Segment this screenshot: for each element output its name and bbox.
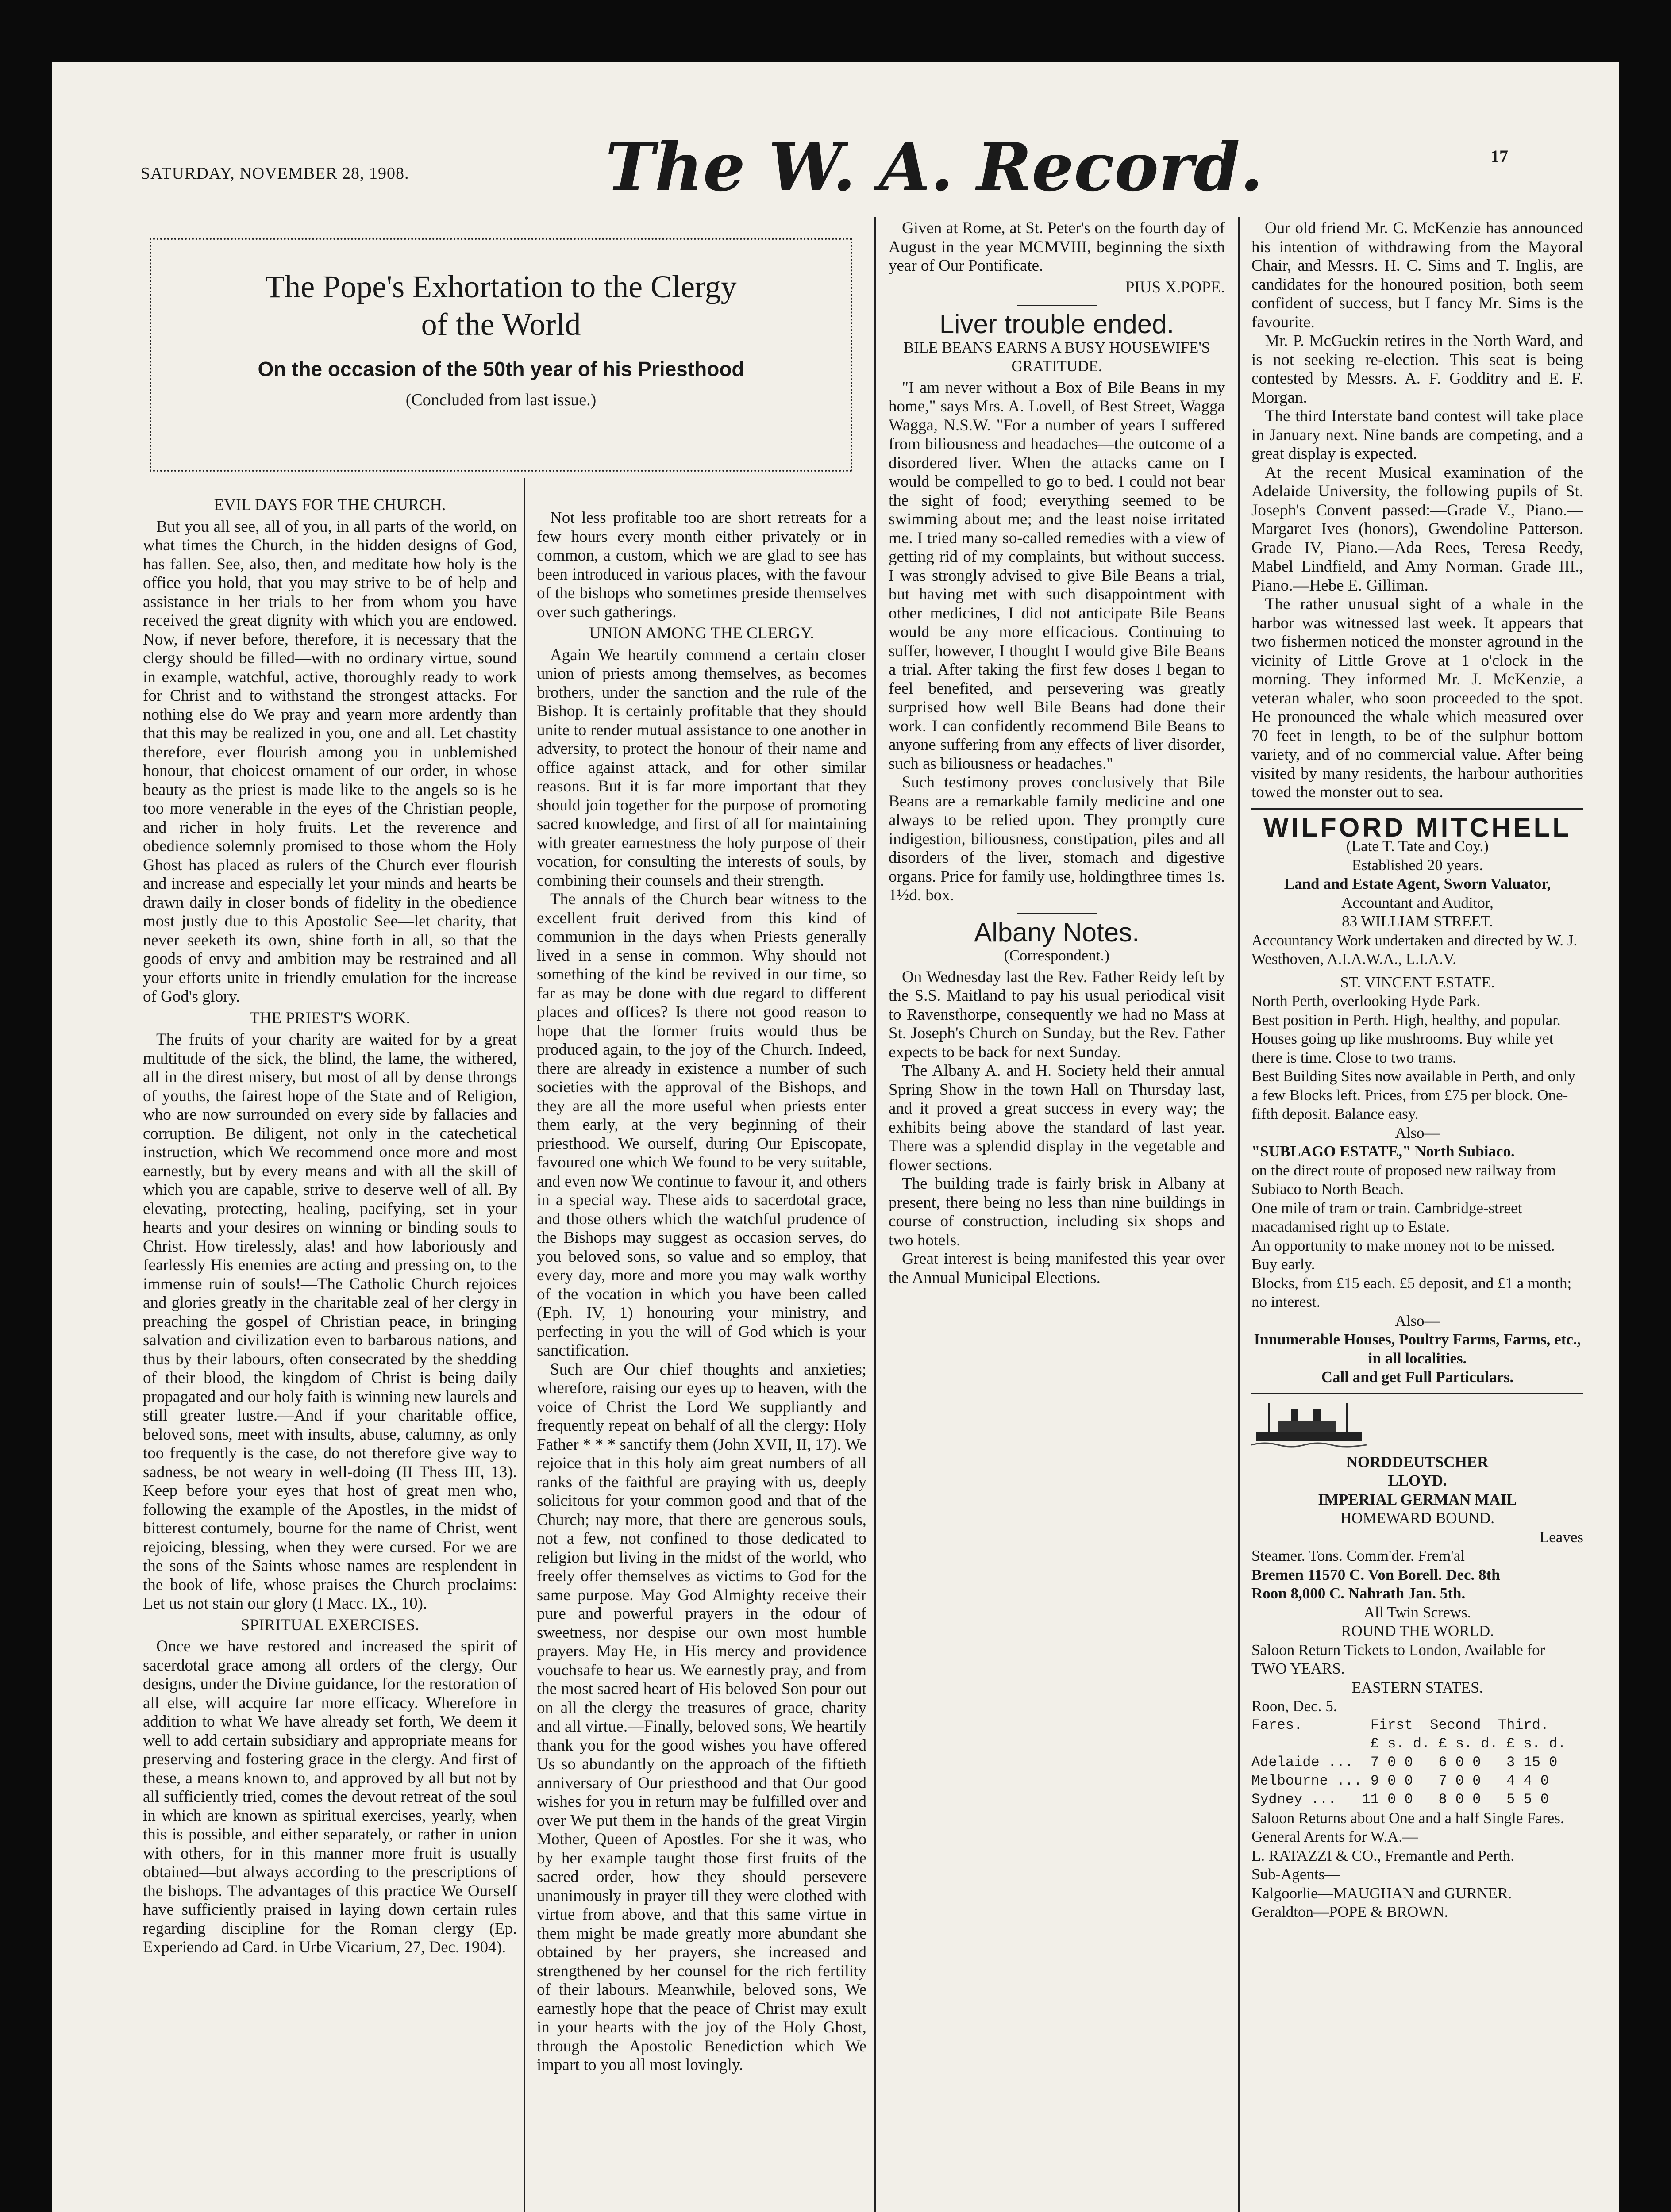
lloyd-title1: NORDDEUTSCHER <box>1346 1453 1489 1471</box>
fares-table <box>1251 1716 1583 1809</box>
divider <box>1017 305 1097 306</box>
estate-line3: Best Building Sites now available in Perth, and only a few Blocks left. Prices, from £75 per block. One-fifth deposit. Balance easy. <box>1251 1068 1576 1122</box>
column-rule-2 <box>874 217 876 2212</box>
fares-units: £ s. d. £ s. d. £ s. d. <box>1251 1735 1566 1752</box>
column-3 <box>889 219 1225 2212</box>
estate-line1: North Perth, overlooking Hyde Park. <box>1251 992 1481 1010</box>
sublago-line3: An opportunity to make money not to be missed. Buy early. <box>1251 1237 1555 1273</box>
wilford-address: 83 WILLIAM STREET. <box>1342 913 1493 930</box>
wilford-sub4: Accountant and Auditor, <box>1341 894 1494 911</box>
liver-paragraph-2: Such testimony proves conclusively that Bile Beans are a remarkable family medicine and one always to be relied upon. They promptly cure indigestion, biliousness, constipation, piles and all disorders of the liver, stomach and digestive organs. Price for family use, holdingthree times 1s. 1½d. box. <box>889 773 1225 904</box>
column-4 <box>1251 219 1583 2212</box>
albany-paragraph-4: Great interest is being manifested this year over the Annual Municipal Elections. <box>889 1250 1225 1287</box>
column-2 <box>537 509 866 2212</box>
lloyd-mail: IMPERIAL GERMAN MAIL <box>1318 1490 1517 1508</box>
fare-melbourne: Melbourne ... 9 0 0 7 0 0 4 4 0 <box>1251 1772 1549 1789</box>
final-line2: Call and get Full Particulars. <box>1321 1368 1514 1386</box>
lloyd-leaves: Leaves <box>1539 1528 1583 1546</box>
sublago-line1: on the direct route of proposed new railway from Subiaco to North Beach. <box>1251 1161 1556 1198</box>
liver-paragraph-1: "I am never without a Box of Bile Beans in my home," says Mrs. A. Lovell, of Best Street, Wagga Wagga, N.S.W. "For a number of years I suffered from biliousness and headaches—the outcome of a disordered liver. When the attacks came on I would be compelled to go to bed. I could not bear the sight of food; everything seemed to be swimming about me; and the least noise irritated me. I tried many so-called remedies with a view of getting rid of my complaints, but without success. I was strongly advised to give Bile Beans a trial, but having met with such disappointment with other medicines, I did not anticipate Bile Beans would be any more efficacious. Continuing to suffer, however, I thought I would give Bile Beans a trial. After taking the first few doses I began to feel benefited, and persevering was greatly surprised how well Bile Beans had done their work. I can confidently recommend Bile Beans to anyone suffering from any effects of liver disorder, such as biliousness or headaches." <box>889 378 1225 773</box>
pope-paragraph-3: Once we have restored and increased the spirit of sacerdotal grace among all orders of the clergy, Our designs, under the Divine guidance, for the restoration of all else, will acquire far more efficacy. Wherefore in addition to what We have already set forth, We deem it well to add certain subsidiary and appropriate means for preserving and fostering grace in the clergy. And first of these, a means known to, and approved by all but not by all sufficiently tried, comes the devout retreat of the soul in which are known as spiritual exercises, yearly, when this is possible, and either separately, or rather in union with others, for in this manner more fruit is usually obtained—but always according to the prescriptions of the bishops. The advantages of this practice We Ourself have sufficiently praised in laying down certain rules regarding discipline for the Roman clergy (Ep. Experiendo ad Card. in Urbe Vicarium, 27, Dec. 1904). <box>143 1637 517 1956</box>
lloyd-header-row: Steamer. Tons. Comm'der. Frem'al <box>1251 1547 1465 1564</box>
pope-article-title-box <box>150 238 852 472</box>
lloyd-eastern: EASTERN STATES. <box>1351 1678 1483 1696</box>
sublago-line4: Blocks, from £15 each. £5 deposit, and £1 a month; no interest. <box>1251 1274 1572 1310</box>
also-label: Also— <box>1395 1124 1440 1141</box>
lloyd-ratazzi: L. RATAZZI & CO., Fremantle and Perth. <box>1251 1847 1515 1864</box>
albany-paragraph-6: Mr. P. McGuckin retires in the North Ward, and is not seeking re-election. This seat is being contested by Messrs. A. F. Godditry and E. F. Morgan. <box>1251 332 1583 407</box>
albany-title: Albany Notes. <box>974 917 1140 947</box>
fares-header: Fares. First Second Third. <box>1251 1717 1549 1733</box>
column-1 <box>143 493 517 2212</box>
albany-paragraph-5: Our old friend Mr. C. McKenzie has announced his intention of withdrawing from the Mayoral Chair, and Messrs. H. C. Sims and T. Inglis, are candidates for the honoured position, both seem confident of success, but I fancy Mr. Sims is the favourite. <box>1251 219 1583 331</box>
pope-paragraph-2: The fruits of your charity are waited for by a great multitude of the sick, the blind, the lame, the withered, all in the direst misery, but most of all by dense throngs of youths, the fairest hope of the State and of Religion, who are now surrounded on every side by fallacies and corruption. Be diligent, not only in the catechetical instruction, which We recommend once more and most earnestly, but by every means and with all the skill of which you are capable, strive to deserve well of all. By elevating, protecting, healing, pacifying, set in your hearts and your desires on winning or binding souls to Christ. How tirelessly, alas! and how laboriously and fearlessly His enemies are acting and pressing on, to the immense ruin of souls!—The Catholic Church rejoices and glories greatly in the charitable zeal of her clergy in preaching the gospel of Christian peace, in bringing salvation and civilization even to barbarous nations, and thus by their labours, often consecrated by the shedding of their blood, the kingdom of Christ is being daily propagated and our holy faith is winning new laurels and still greater lustre.—And if your charitable office, beloved sons, meet with insults, abuse, calumny, as only too frequently is the case, do not therefore give way to sadness, be not weary in well-doing (II Thess III, 13). Keep before your eyes that host of great men who, following the example of the Apostles, in the midst of bitterest contumely, bourne for the name of Christ, went rejoicing, blessing, when they were cursed. For we are the sons of the Saints whose names are resplendent in the book of life, whose praises the Church proclaims: Let us not stain our glory (I Macc. IX., 10). <box>143 1030 517 1613</box>
pope-title-line2: of the World <box>421 307 581 342</box>
lloyd-twin: All Twin Screws. <box>1363 1603 1471 1621</box>
lloyd-roon: Roon, Dec. 5. <box>1251 1697 1337 1715</box>
lloyd-subagents: Sub-Agents— <box>1251 1866 1340 1883</box>
lloyd-title2: LLOYD. <box>1388 1472 1447 1489</box>
albany-paragraph-8: At the recent Musical examination of the Adelaide University, the following pupils of St. Joseph's Convent passed:—Grade V., Piano.—Margaret Ives (honors), Gwendoline Patterson. Grade IV, Piano.—Ada Rees, Teresa Reedy, Mabel Lindfield, and Amy Norman. Grade III., Piano.—Hebe E. Gilliman. <box>1251 463 1583 595</box>
albany-paragraph-9: The rather unusual sight of a whale in the harbor was witnessed last week. It appears that two fishermen noticed the monster aground in the vicinity of Little Grove at 1 o'clock in the morning. They informed Mr. J. McKenzie, a veteran whaler, who soon proceeded to the spot. He pronounced the whale which measured over 70 feet in length, to be of the sulphur bottom variety, and of no commercial value. After being visited by many residents, the harbour authorities towed the monster out to sea. <box>1251 595 1583 801</box>
pope-paragraph-5: Again We heartily commend a certain closer union of priests among themselves, as becomes brothers, under the sanction and the rule of the Bishop. It is certainly profitable that they should unite to render mutual assistance to one another in adversity, to protect the honour of their name and office against attack, and for other similar reasons. But it is far more important that they should join together for the purpose of promoting sacred knowledge, and first of all for maintaining with greater earnestness the holy purpose of their vocation, for consulting the interests of souls, by combining their counsels and their strength. <box>537 645 866 890</box>
pope-paragraph-1: But you all see, all of you, in all parts of the world, on what times the Church, in the hidden designs of God, has fallen. See, also, then, and meditate how holy is the office you hold, that you may strive to be of help and assistance in her trials to her from whom you have received the great dignity with which you are endowed. Now, if never before, therefore, it is necessary that the clergy should be filled—with no ordinary virtue, sound in example, watchful, active, thoroughly ready to work for Christ and to withstand the strongest attacks. For nothing else do We pray and yearn more ardently than that this may be realized in you, one and all. Let chastity therefore, ever flourish among you in unblemished honour, that choicest ornament of our order, in whose beauty as the priest is made like to the angels so is he too more venerable in the eyes of the Christian people, and richer in holy fruits. Let the reverence and obedience solemnly promised to those whom the Holy Ghost has placed as rulers of the Church ever flourish and increase and especially let your minds and hearts be drawn daily in closer bonds of fidelity in the obedience most justly due to this Apostolic See—let charity, that never seeketh its own, shine forth in all, so that the goods of envy and ambition may be restrained and all your efforts unite in friendly emulation for the increase of God's glory. <box>143 517 517 1006</box>
wilford-sub1: (Late T. Tate and Coy.) <box>1346 837 1489 855</box>
pope-paragraph-7: Such are Our chief thoughts and anxieties; wherefore, raising our eyes up to heaven, with the voice of Christ the Lord We suppliantly and frequently repeat on behalf of all the clergy: Holy Father * * * sanctify them (John XVII, II, 17). We rejoice that in this holy aim great numbers of all ranks of the faithful are praying with us, deeply solicitous for your common good and that of the Church; nay more, that there are generous souls, not a few, not confined to those dedicated to religion but living in the midst of the world, who freely offer themselves as victims to God for the same purpose. May God Almighty receive their pure and powerful prayers in the odour of sweetness, nor despise our own most humble prayers. May He, in His mercy and providence vouchsafe to hear us. We earnestly pray, and from the most sacred heart of His beloved Son pour out on all the clergy the treasures of grace, charity and all virtue.—Finally, beloved sons, We heartily thank you for the good wishes you have offered Us so abundantly on the approach of the fiftieth anniversary of Our priesthood and that Our good wishes for you in return may be fulfilled over and over We put them in the hands of the great Virgin Mother, Queen of Apostles. For she it was, who by her example taught those first fruits of the sacred order, how they should persevere unanimously in prayer till they were clothed with virtue from above, and that this same virtue in them might be made greatly more abundant she obtained by her prayers, she increased and strengthened by her counsel for the rich fertility of their labours. Meanwhile, beloved sons, We earnestly hope that the peace of Christ may exult in your hearts with the joy of the Holy Ghost, through the Apostolic Benediction which We impart to you all most lovingly. <box>537 1360 866 2074</box>
lloyd-geraldton: Geraldton—POPE & BROWN. <box>1251 1903 1448 1920</box>
heading-union: UNION AMONG THE CLERGY. <box>589 624 814 642</box>
lloyd-homeward: HOMEWARD BOUND. <box>1340 1509 1495 1527</box>
wilford-sub3: Land and Estate Agent, Sworn Valuator, <box>1284 875 1551 892</box>
albany-paragraph-1: On Wednesday last the Rev. Father Reidy left by the S.S. Maitland to pay his usual periodical visit to Ravensthorpe, consequently we had no Mass at St. Joseph's Church on Sunday, but the Rev. Father expects to be back for next Sunday. <box>889 968 1225 1061</box>
lloyd-round: ROUND THE WORLD. <box>1341 1622 1494 1640</box>
divider <box>1251 808 1583 810</box>
wilford-sub2: Established 20 years. <box>1351 856 1483 874</box>
albany-paragraph-3: The building trade is fairly brisk in Albany at present, there being no less than nine buildings in course of construction, including six shops and two hotels. <box>889 1175 1225 1249</box>
heading-evil-days: EVIL DAYS FOR THE CHURCH. <box>214 496 446 514</box>
fare-adelaide: Adelaide ... 7 0 0 6 0 0 3 15 0 <box>1251 1754 1558 1770</box>
lloyd-row2: Roon 8,000 C. Nahrath Jan. 5th. <box>1251 1585 1466 1602</box>
fare-sydney: Sydney ... 11 0 0 8 0 0 5 5 0 <box>1251 1791 1549 1808</box>
pope-note: (Concluded from last issue.) <box>405 391 597 409</box>
pope-title-line1: The Pope's Exhortation to the Clergy <box>265 269 737 304</box>
pope-paragraph-4: Not less profitable too are short retreats for a few hours every month either privately or in common, a custom, which we are glad to see has been introduced in various places, with the favour of the bishops who sometimes preside themselves over such gatherings. <box>537 509 866 621</box>
sublago-line2: One mile of tram or train. Cambridge-street macadamised right up to Estate. <box>1251 1199 1522 1235</box>
issue-date: SATURDAY, NOVEMBER 28, 1908. <box>141 164 409 183</box>
liver-article-title: Liver trouble ended. <box>939 309 1174 339</box>
pope-signature: PIUS X.POPE. <box>1125 278 1225 296</box>
lloyd-kalgoorlie: Kalgoorlie—MAUGHAN and GURNER. <box>1251 1884 1512 1902</box>
lloyd-row1: Bremen 11570 C. Von Borell. Dec. 8th <box>1251 1566 1500 1583</box>
divider <box>1017 913 1097 914</box>
wilford-mitchell-title: WILFORD MITCHELL <box>1263 812 1571 842</box>
page-number: 17 <box>1490 146 1508 166</box>
divider <box>1251 1393 1583 1394</box>
heading-spiritual: SPIRITUAL EXERCISES. <box>240 1616 420 1634</box>
liver-article-subtitle: BILE BEANS EARNS A BUSY HOUSEWIFE'S GRATITUDE. <box>903 338 1210 375</box>
lloyd-agents: General Arents for W.A.— <box>1251 1828 1418 1845</box>
column-rule-3 <box>1238 217 1240 2212</box>
albany-paragraph-2: The Albany A. and H. Society held their annual Spring Show in the town Hall on Thursday last, and it proved a great success in every way; the exhibits being above the standard of last year. There was a splendid display in the vegetable and flower sections. <box>889 1062 1225 1174</box>
lloyd-saloon: Saloon Return Tickets to London, Available for TWO YEARS. <box>1251 1641 1545 1677</box>
pope-subtitle: On the occasion of the 50th year of his Priesthood <box>258 357 744 380</box>
estate-title: ST. VINCENT ESTATE. <box>1340 973 1495 991</box>
pope-paragraph-6: The annals of the Church bear witness to the excellent fruit derived from this kind of communion in the days when Priests generally lived in a sense in common. Why should not something of the kind be revived in our time, so far as may be done with due regard to different places and offices? Is there not good reason to hope that the former fruits would thus be produced again, to the joy of the Church. Indeed, there are already in existence a number of such societies with the approval of the Bishops, and they are all the more useful when priests enter them early, at the very beginning of their priesthood. We ourself, during Our Episcopate, favoured one which We found to be very suitable, and even now We continue to favour it, and others in a special way. These aids to sacerdotal grace, and those others which the watchful prudence of the Bishops may suggest as occasion serves, do you beloved sons, so value and so employ, that every day, more and more you may walk worthy of the vocation in which you have been called (Eph. IV, 1) honouring your ministry, and perfecting in you the will of God which is your sanctification. <box>537 890 866 1359</box>
newspaper-page <box>52 62 1619 2212</box>
albany-paragraph-7: The third Interstate band contest will take place in January next. Nine bands are competing, and a great display is expected. <box>1251 407 1583 463</box>
steamship-icon <box>1251 1401 1367 1449</box>
lloyd-saloon-returns: Saloon Returns about One and a half Single Fares. <box>1251 1809 1564 1827</box>
pope-paragraph-8: Given at Rome, at St. Peter's on the fourth day of August in the year MCMVIII, beginning the sixth year of Our Pontificate. <box>889 219 1225 275</box>
masthead-title: The W. A. Record. <box>605 128 1263 206</box>
heading-priests-work: THE PRIEST'S WORK. <box>250 1009 410 1027</box>
albany-byline: (Correspondent.) <box>1004 947 1110 964</box>
estate-line2: Best position in Perth. High, healthy, and popular. Houses going up like mushrooms. Buy while yet there is time. Close to two trams. <box>1251 1011 1561 1066</box>
final-line1: Innumerable Houses, Poultry Farms, Farms, etc., in all localities. <box>1254 1331 1581 1367</box>
wilford-line5: Accountancy Work undertaken and directed by W. J. Westhoven, A.I.A.W.A., L.I.A.V. <box>1251 931 1578 968</box>
also-label: Also— <box>1395 1312 1440 1329</box>
sublago-title: "SUBLAGO ESTATE," North Subiaco. <box>1251 1143 1515 1160</box>
column-rule-1 <box>524 478 525 2212</box>
